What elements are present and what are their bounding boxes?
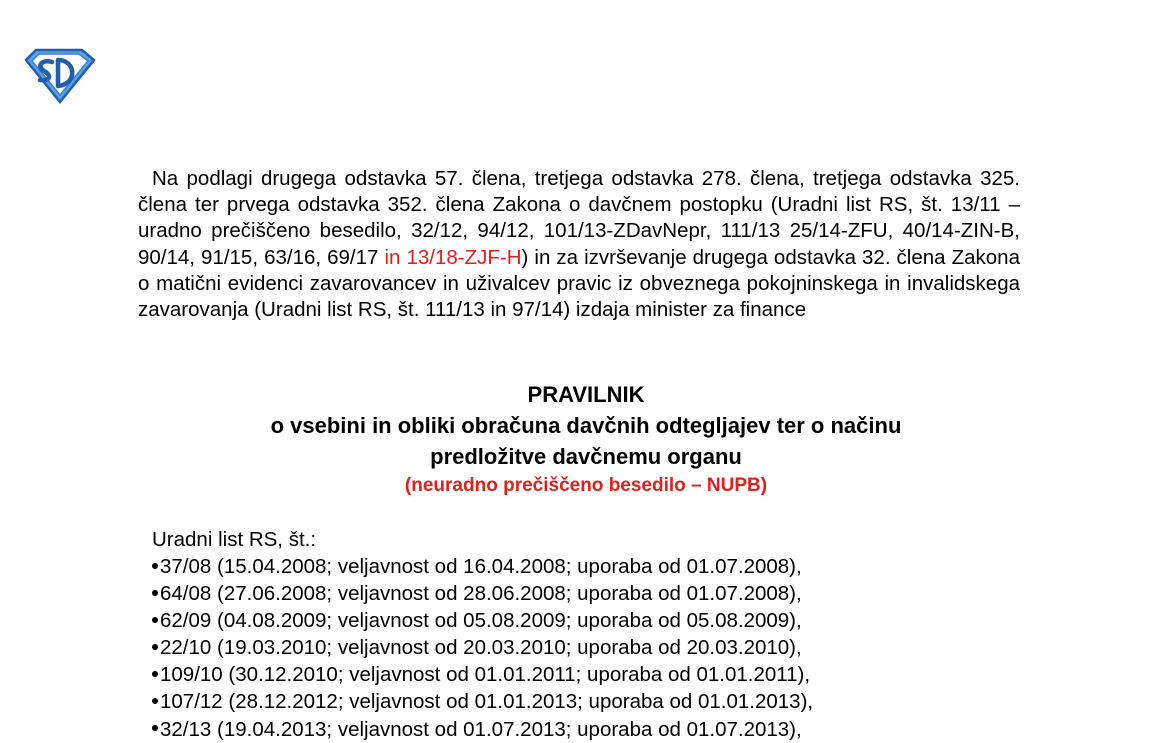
list-item	[152, 716, 813, 743]
bullet-icon	[152, 617, 158, 623]
unofficial-consolidated-note: (neuradno prečiščeno besedilo – NUPB)	[404, 475, 768, 496]
sd-shield-logo	[22, 46, 96, 104]
document-title: PRAVILNIK	[527, 382, 645, 407]
list-item	[152, 607, 813, 634]
document-title-block	[138, 380, 1034, 500]
bullet-icon	[152, 590, 158, 596]
issue-text: 107/12 (28.12.2012; veljavnost od 01.01.2013; uporaba od 01.01.2013),	[160, 690, 814, 714]
sd-shield-logo-icon	[22, 46, 96, 104]
bullet-icon	[152, 725, 158, 731]
bullet-icon	[152, 563, 158, 569]
bullet-icon	[152, 671, 158, 677]
issue-text: 22/10 (19.03.2010; veljavnost od 20.03.2010; uporaba od 20.03.2010),	[160, 636, 802, 660]
issue-text: 32/13 (19.04.2013; veljavnost od 01.07.2013; uporaba od 01.07.2013),	[160, 717, 802, 741]
list-item	[152, 688, 813, 715]
list-item	[152, 580, 813, 607]
list-item	[152, 661, 813, 688]
preamble-text-end: ) in za izvrševanje drugega odstavka 32. člena Zakona o matični evidenci zavarovancev in uživalcev pravic iz obveznega pokojninskega in invalidskega zavarovanja (Uradni list RS, št. 111/13 in 97/14) izdaja minister za finance	[138, 245, 1020, 322]
issue-text: 62/09 (04.08.2009; veljavnost od 05.08.2009; uporaba od 05.08.2009),	[160, 609, 802, 633]
gazette-issue-list	[152, 553, 813, 743]
preamble-text: Na podlagi drugega odstavka 57. člena, tretjega odstavka 278. člena, tretjega odstavka 325. člena ter prvega odstavka 352. člena Zakona o davčnem postopku (Uradni list RS, št. 13/11 – uradno prečiščeno besedilo, 32/12, 94/12, 101/13-ZDavNepr, 111/13 25/14-ZFU, 40/14-ZIN-B, 90/14, 91/15, 63/16, 69/17	[138, 167, 1020, 269]
preamble-amendment-red: in 13/18-ZJF-H	[378, 245, 522, 269]
list-item	[152, 634, 813, 661]
issue-text: 37/08 (15.04.2008; veljavnost od 16.04.2008; uporaba od 01.07.2008),	[160, 555, 802, 578]
document-subtitle-line1: o vsebini in obliki obračuna davčnih odtegljajev ter o načinu	[270, 413, 902, 438]
issue-text: 109/10 (30.12.2010; veljavnost od 01.01.2011; uporaba od 01.01.2011),	[160, 663, 811, 687]
bullet-icon	[152, 644, 158, 650]
document-subtitle-line2: predložitve davčnemu organu	[430, 444, 742, 469]
gazette-label: Uradni list RS, št.:	[152, 528, 317, 551]
preamble-paragraph	[138, 166, 1020, 323]
issue-text: 64/08 (27.06.2008; veljavnost od 28.06.2008; uporaba od 01.07.2008),	[160, 582, 802, 606]
bullet-icon	[152, 698, 158, 704]
list-item	[152, 553, 813, 580]
